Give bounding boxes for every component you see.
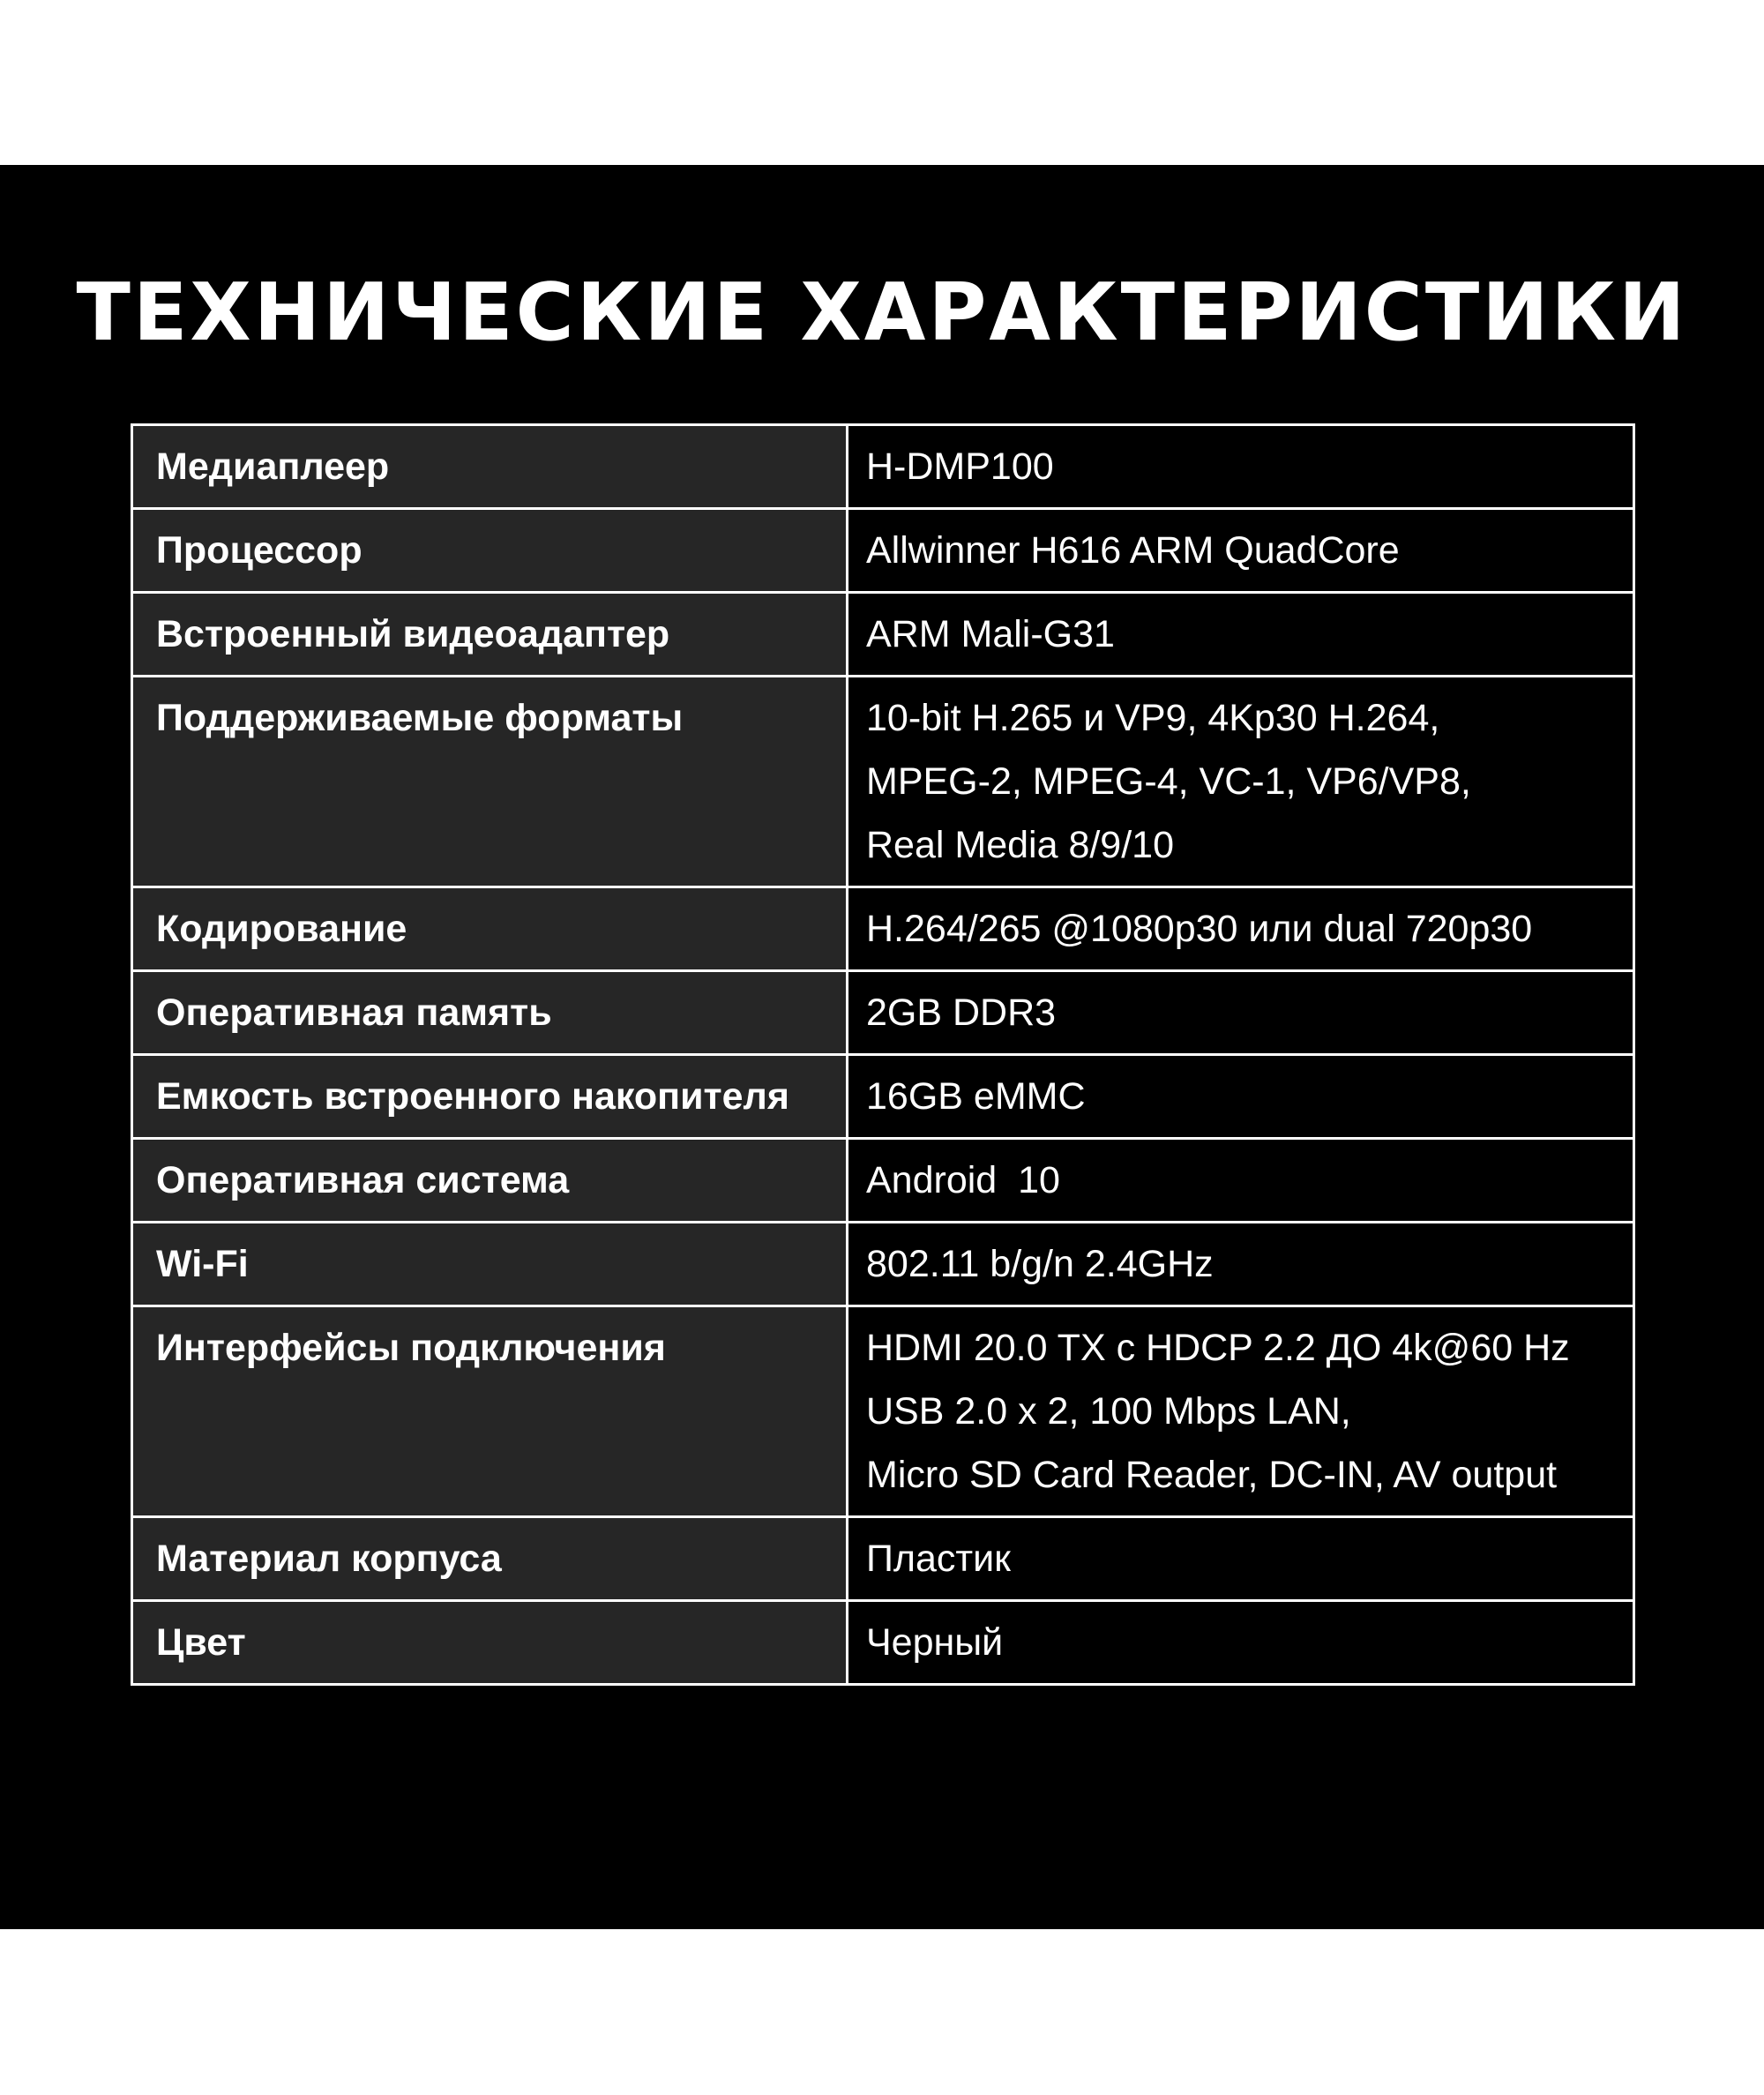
spec-label: Встроенный видеоадаптер — [132, 593, 848, 677]
spec-value-line: HDMI 20.0 TX с HDCP 2.2 ДО 4k@60 Hz — [866, 1327, 1570, 1369]
spec-value-line: Пластик — [866, 1538, 1011, 1580]
spec-label: Кодирование — [132, 887, 848, 971]
spec-label: Процессор — [132, 509, 848, 593]
spec-value — [848, 1139, 1634, 1223]
table-row — [132, 1139, 1634, 1223]
table-row — [132, 1306, 1634, 1517]
spec-value — [848, 1517, 1634, 1601]
table-row — [132, 425, 1634, 509]
spec-value-line: 16GB eMMC — [866, 1075, 1086, 1118]
spec-value — [848, 971, 1634, 1055]
spec-value-line: Real Media 8/9/10 — [866, 824, 1174, 866]
spec-value-line: Micro SD Card Reader, DC-IN, AV output — [866, 1454, 1558, 1496]
table-row — [132, 677, 1634, 887]
spec-value-line: USB 2.0 x 2, 100 Mbps LAN, — [866, 1390, 1351, 1433]
spec-value-line: H.264/265 @1080p30 или dual 720p30 — [866, 908, 1533, 950]
page-title: ТЕХНИЧЕСКИЕ ХАРАКТЕРИСТИКИ — [76, 266, 1688, 359]
spec-value-line: 802.11 b/g/n 2.4GHz — [866, 1243, 1214, 1285]
table-row — [132, 509, 1634, 593]
spec-value-line: 2GB DDR3 — [866, 991, 1057, 1034]
table-row — [132, 1055, 1634, 1139]
spec-label: Оперативная память — [132, 971, 848, 1055]
table-row — [132, 593, 1634, 677]
spec-label: Оперативная система — [132, 1139, 848, 1223]
spec-label: Wi-Fi — [132, 1223, 848, 1306]
table-row — [132, 887, 1634, 971]
spec-label: Емкость встроенного накопителя — [132, 1055, 848, 1139]
spec-value — [848, 1601, 1634, 1685]
spec-value-line: Android 10 — [866, 1159, 1060, 1201]
spec-label: Интерфейсы подключения — [132, 1306, 848, 1517]
table-row — [132, 971, 1634, 1055]
spec-value — [848, 509, 1634, 593]
spec-value — [848, 677, 1634, 887]
spec-table — [131, 423, 1635, 1686]
spec-value-line: ARM Mali-G31 — [866, 613, 1115, 655]
table-row — [132, 1223, 1634, 1306]
table-row — [132, 1601, 1634, 1685]
spec-label: Поддерживаемые форматы — [132, 677, 848, 887]
spec-value — [848, 593, 1634, 677]
table-row — [132, 1517, 1634, 1601]
spec-value — [848, 1055, 1634, 1139]
spec-value — [848, 425, 1634, 509]
spec-label: Медиаплеер — [132, 425, 848, 509]
spec-label: Материал корпуса — [132, 1517, 848, 1601]
spec-value — [848, 1223, 1634, 1306]
spec-value — [848, 887, 1634, 971]
spec-label: Цвет — [132, 1601, 848, 1685]
spec-value-line: MPEG-2, MPEG-4, VC-1, VP6/VP8, — [866, 760, 1471, 803]
spec-value-line: Allwinner H616 ARM QuadCore — [866, 529, 1400, 572]
spec-value-line: Черный — [866, 1621, 1004, 1664]
spec-value — [848, 1306, 1634, 1517]
spec-value-line: H-DMP100 — [866, 445, 1054, 488]
spec-value-line: 10-bit H.265 и VP9, 4Kp30 H.264, — [866, 697, 1440, 739]
